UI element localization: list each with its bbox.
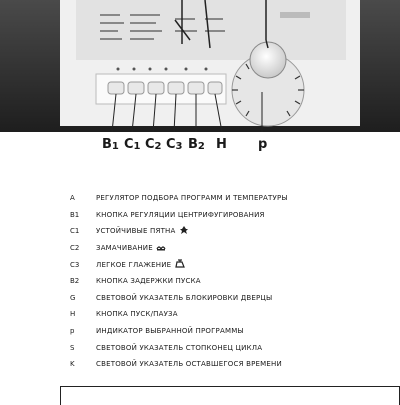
legend-key: p (70, 327, 75, 336)
bottom-frame (60, 386, 400, 405)
legend-text: КНОПКА РЕГУЛЯЦИИ ЦЕНТРИФУГИРОВАНИЯ (96, 210, 265, 219)
legend-text: КНОПКА ЗАДЕРЖКИ ПУСКА (96, 277, 201, 286)
legend-text: СВЕТОВОЙ УКАЗАТЕЛЬ БЛОКИРОВКИ ДВЕРЦЫ (96, 293, 273, 302)
marker-h: H (216, 137, 227, 152)
legend-key: A (70, 194, 75, 203)
marker-c2: $C_2$ (145, 137, 162, 152)
stain-icon (179, 225, 189, 237)
marker-c1: $C_1$ (124, 137, 141, 152)
iron-icon (174, 259, 186, 271)
legend-key: K (70, 360, 75, 369)
legend-key: B2 (70, 277, 80, 286)
legend-item (70, 240, 390, 257)
legend-item (70, 223, 390, 240)
marker-c3: $C_3$ (166, 137, 183, 152)
legend-key: C2 (70, 244, 80, 253)
legend-text: КНОПКА ПУСК/ПАУЗА (96, 310, 178, 319)
marker-b1: $B_1$ (102, 137, 119, 152)
legend-item (70, 190, 390, 207)
legend-text: ЛЕГКОЕ ГЛАЖЕНИЕ (96, 260, 172, 269)
marker-p: p (258, 137, 268, 152)
legend-item (70, 207, 390, 224)
legend-list (70, 190, 390, 373)
legend-item (70, 323, 390, 340)
legend-key: H (70, 310, 76, 319)
legend-item (70, 356, 390, 373)
legend-text: ИНДИКАТОР ВЫБРАННОЙ ПРОГРАММЫ (96, 327, 244, 336)
legend-item (70, 339, 390, 356)
legend-key: G (70, 293, 76, 302)
legend-text: СВЕТОВОЙ УКАЗАТЕЛЬ ОСТАВШЕГОСЯ ВРЕМЕНИ (96, 360, 282, 369)
legend-text: ЗАМАЧИВАНИЕ (96, 244, 153, 253)
soak-icon (156, 243, 166, 253)
legend-text: РЕГУЛЯТОР ПОДБОРА ПРОГРАММ И ТЕМПЕРАТУРЫ (96, 194, 288, 203)
control-panel-photo (0, 0, 400, 132)
legend-key: S (70, 343, 75, 352)
legend-key: B1 (70, 210, 80, 219)
legend-key: C1 (70, 227, 80, 236)
legend-item (70, 290, 390, 307)
legend-text: УСТОЙЧИВЫЕ ПЯТНА (96, 227, 176, 236)
legend-text: СВЕТОВОЙ УКАЗАТЕЛЬ СТОПКОНЕЦ ЦИКЛА (96, 343, 263, 352)
marker-b2: $B_2$ (188, 137, 205, 152)
legend-item (70, 306, 390, 323)
legend-item (70, 273, 390, 290)
legend-key: C3 (70, 260, 80, 269)
panel-marker-row (0, 132, 400, 156)
legend-item (70, 256, 390, 273)
